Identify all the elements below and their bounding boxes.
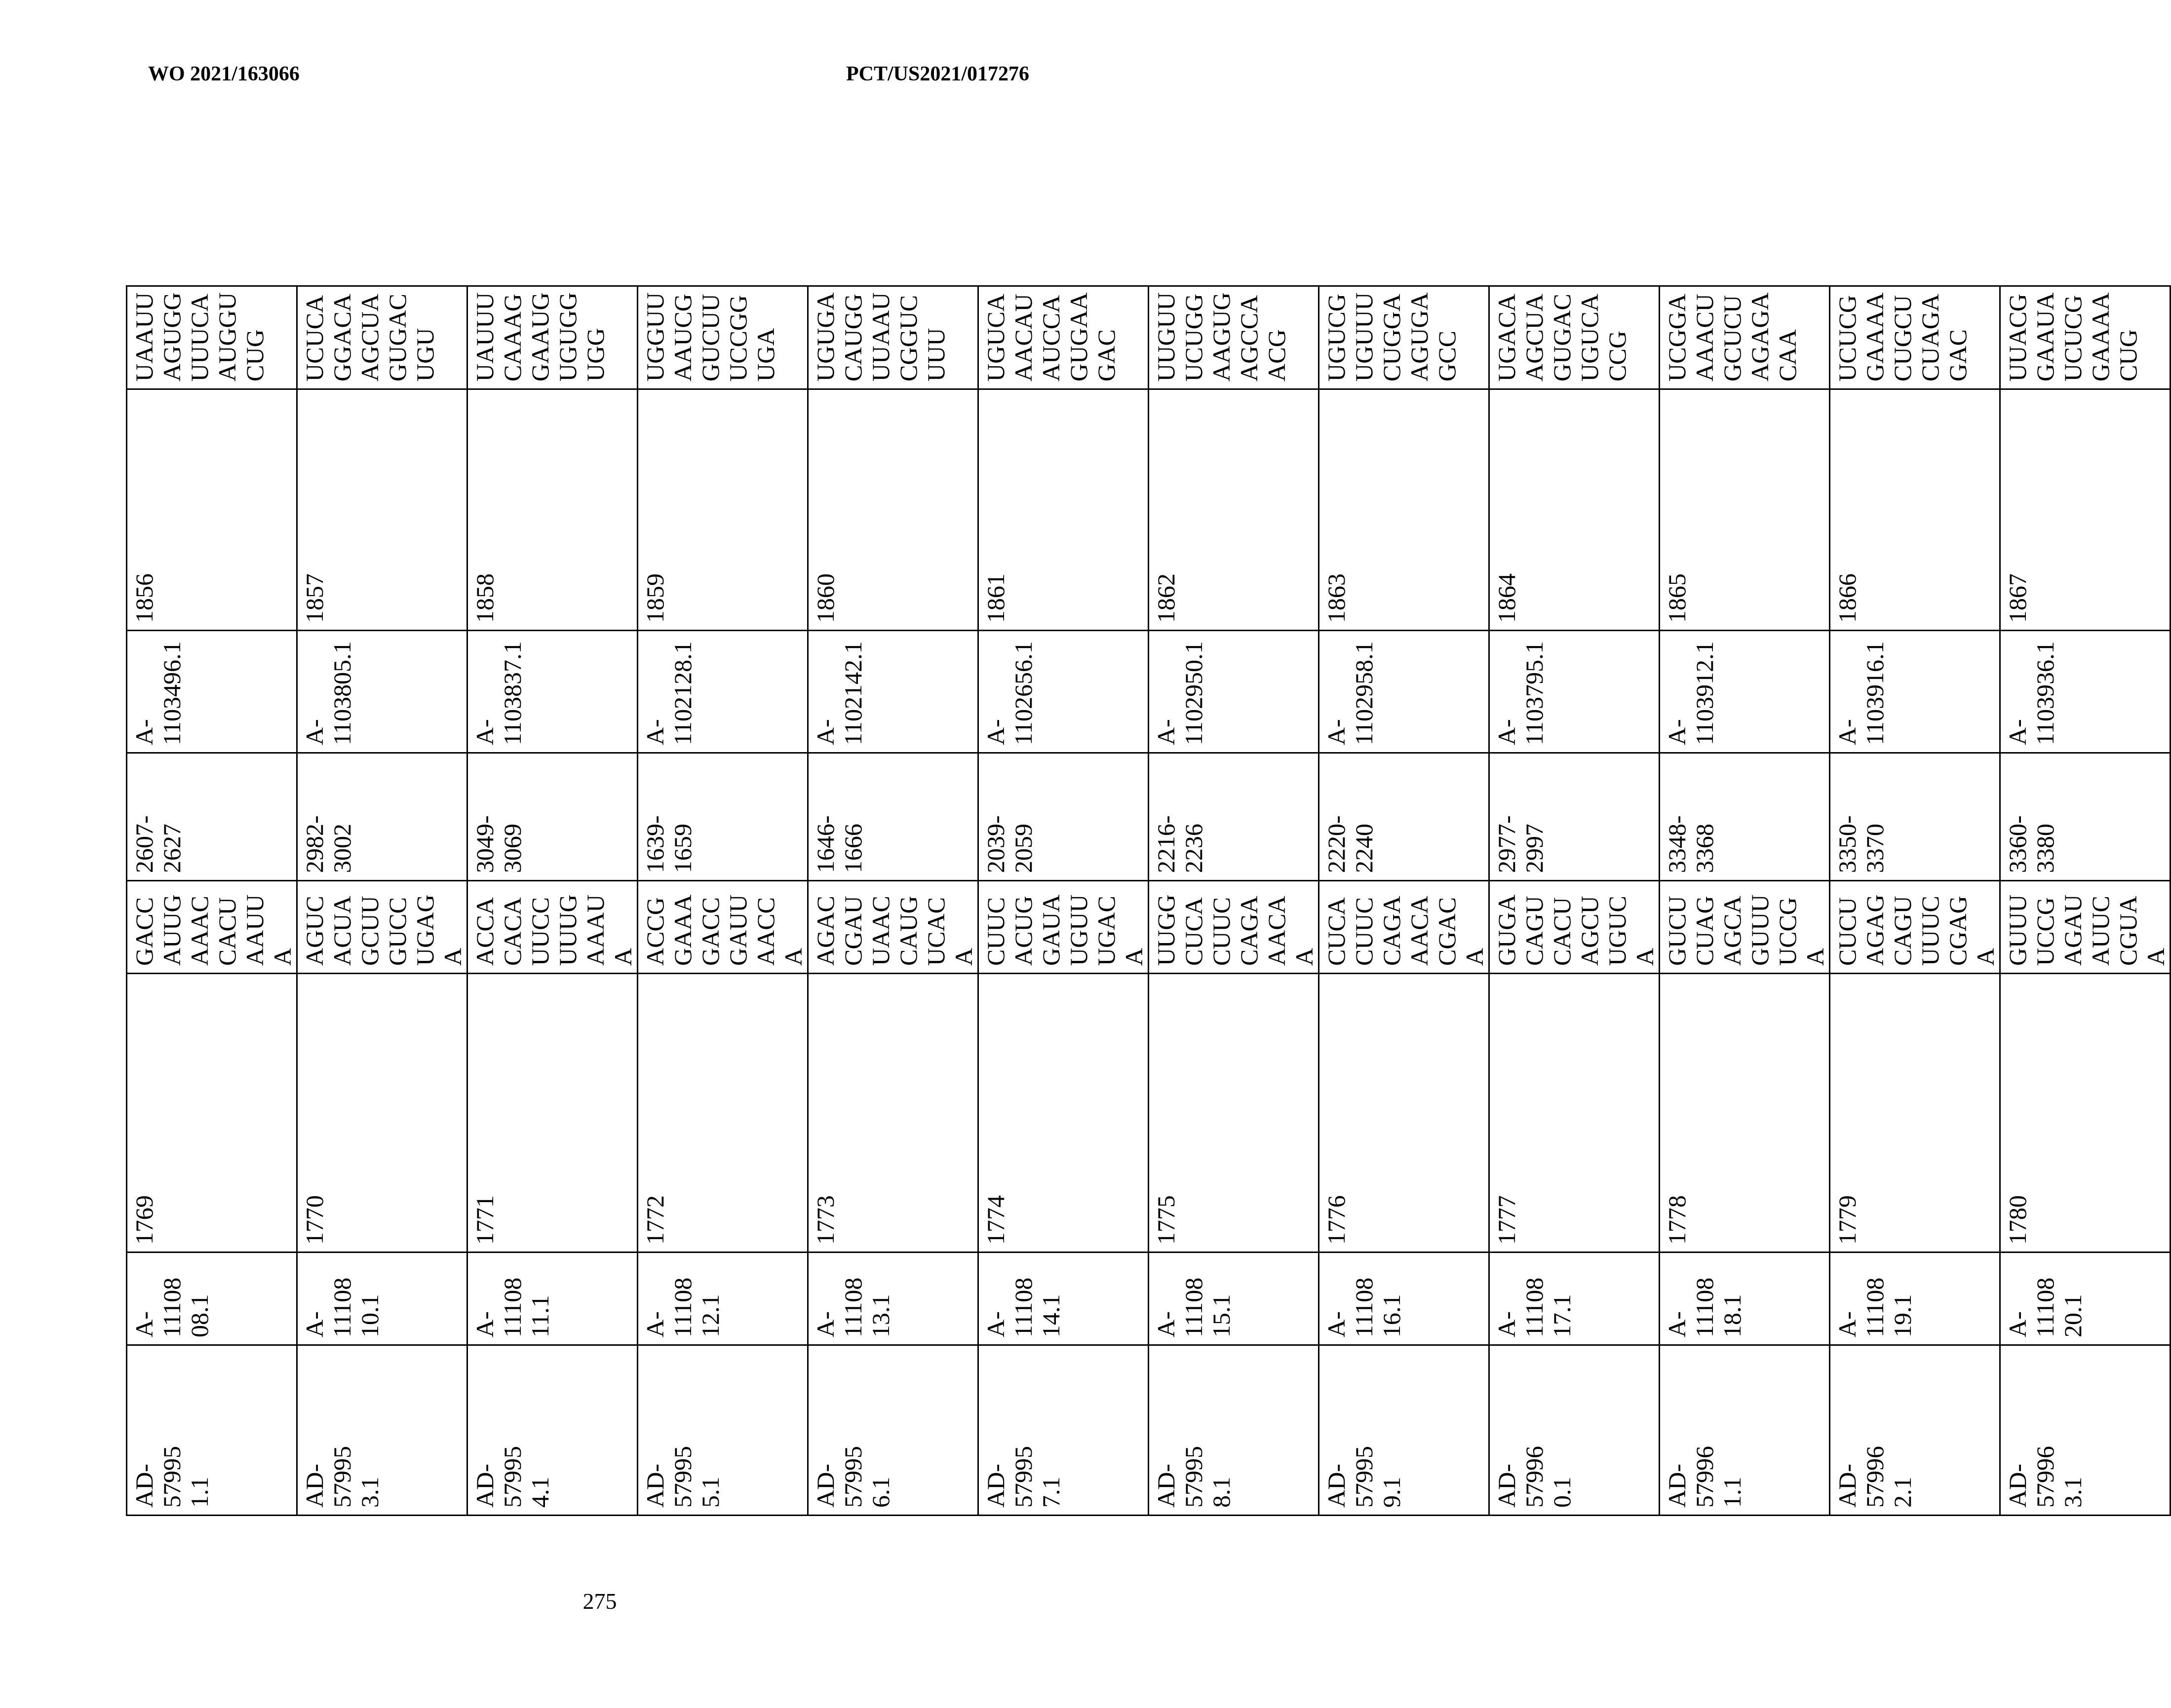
sense-seq-id-cell: 1780 [2000,974,2171,1253]
sense-range-cell: 2982- 3002 [297,753,467,881]
sense-seq-id-cell: 1778 [1660,974,1830,1253]
antisense-sequence-cell: UGACAAGCUAGUGACUGUCACCG [1489,286,1660,389]
antisense-seq-id-cell: 1865 [1660,389,1830,631]
table-row [638,286,808,1516]
sense-range-cell: 3360- 3380 [2000,753,2171,881]
sense-seq-id-cell: 1772 [638,974,808,1253]
sense-sequence-cell: GUGACAGUCACUAGCUUGUCA [1489,881,1660,974]
sense-range-cell: 1639- 1659 [638,753,808,881]
table-row [2000,286,2171,1516]
antisense-sequence-cell: UGUCGUGUUUCUGGAAGUGAGCC [1319,286,1489,389]
table-row [1149,286,1319,1516]
sense-seq-id-cell: 1775 [1149,974,1319,1253]
sense-seq-id-cell: 1776 [1319,974,1489,1253]
sense-sequence-cell: GUUUUCCGAGAUAUUCCGUAA [2000,881,2171,974]
table-row [808,286,978,1516]
antisense-seq-id-cell: 1867 [2000,389,2171,631]
sense-seq-id-cell: 1777 [1489,974,1660,1253]
table-row [978,286,1149,1516]
antisense-id-cell: A- 1103837.1 [467,631,638,753]
antisense-id-cell: A- 1102950.1 [1149,631,1319,753]
sense-range-cell: 3350- 3370 [1830,753,2000,881]
duplex-id-cell: AD- 57995 6.1 [808,1345,978,1516]
sense-sequence-cell: AGACCGAUUAACCAUGUCACA [808,881,978,974]
sense-range-cell: 1646- 1666 [808,753,978,881]
sense-id-cell: A- 11108 19.1 [1830,1253,2000,1345]
sense-sequence-cell: UUGGCUCACUUCCAGAAACAA [1149,881,1319,974]
table-row [127,286,297,1516]
sense-seq-id-cell: 1769 [127,974,297,1253]
sense-id-cell: A- 11108 15.1 [1149,1253,1319,1345]
antisense-seq-id-cell: 1860 [808,389,978,631]
table-row [1830,286,2000,1516]
duplex-id-cell: AD- 57995 4.1 [467,1345,638,1516]
duplex-id-cell: AD- 57996 3.1 [2000,1345,2171,1516]
application-number: PCT/US2021/017276 [846,62,1029,86]
sense-sequence-cell: GUCUCUAGAGCAGUUUUCCGA [1660,881,1830,974]
sense-id-cell: A- 11108 14.1 [978,1253,1149,1345]
antisense-sequence-cell: UCGGAAAACUGCUCUAGAGACAA [1660,286,1830,389]
duplex-id-cell: AD- 57996 1.1 [1660,1345,1830,1516]
sense-range-cell: 3049- 3069 [467,753,638,881]
antisense-sequence-cell: UCUCAGGACAAGCUAGUGACUGU [297,286,467,389]
duplex-id-cell: AD- 57995 1.1 [127,1345,297,1516]
sense-id-cell: A- 11108 12.1 [638,1253,808,1345]
antisense-seq-id-cell: 1863 [1319,389,1489,631]
publication-number: WO 2021/163066 [148,62,300,86]
table-row [1660,286,1830,1516]
duplex-id-cell: AD- 57996 2.1 [1830,1345,2000,1516]
antisense-id-cell: A- 1103936.1 [2000,631,2171,753]
sense-sequence-cell: ACCGGAAAGACCGAUUAACCA [638,881,808,974]
duplex-id-cell: AD- 57995 5.1 [638,1345,808,1516]
table-row [297,286,467,1516]
sense-range-cell: 2216- 2236 [1149,753,1319,881]
sense-id-cell: A- 11108 10.1 [297,1253,467,1345]
antisense-sequence-cell: UGUGACAUGGUUAAUCGGUCUUU [808,286,978,389]
sense-range-cell: 3348- 3368 [1660,753,1830,881]
antisense-seq-id-cell: 1857 [297,389,467,631]
table-row [1489,286,1660,1516]
sense-seq-id-cell: 1774 [978,974,1149,1253]
sequence-table-rotated [126,287,1079,1516]
antisense-sequence-cell: UCUCGGAAAACUGCUCUAGAGAC [1830,286,2000,389]
antisense-id-cell: A- 1103805.1 [297,631,467,753]
antisense-seq-id-cell: 1866 [1830,389,2000,631]
sense-sequence-cell: GACCAUUGAAACCACUAAUUA [127,881,297,974]
table-body [127,286,2171,1516]
sense-sequence-cell: CUCACUUCCAGAAACACGACA [1319,881,1489,974]
antisense-sequence-cell: UGGUUAAUCGGUCUUUCCGGUGA [638,286,808,389]
sense-id-cell: A- 11108 20.1 [2000,1253,2171,1345]
duplex-id-cell: AD- 57995 7.1 [978,1345,1149,1516]
table-row [467,286,638,1516]
duplex-id-cell: AD- 57995 3.1 [297,1345,467,1516]
sense-id-cell: A- 11108 18.1 [1660,1253,1830,1345]
sense-id-cell: A- 11108 17.1 [1489,1253,1660,1345]
antisense-id-cell: A- 1103496.1 [127,631,297,753]
antisense-seq-id-cell: 1856 [127,389,297,631]
sense-seq-id-cell: 1770 [297,974,467,1253]
sense-sequence-cell: AGUCACUAGCUUGUCCUGAGA [297,881,467,974]
sense-range-cell: 2220- 2240 [1319,753,1489,881]
antisense-seq-id-cell: 1858 [467,389,638,631]
sense-sequence-cell: ACCACACAUUCCUUUGAAAUA [467,881,638,974]
antisense-id-cell: A- 1103912.1 [1660,631,1830,753]
antisense-seq-id-cell: 1862 [1149,389,1319,631]
sense-seq-id-cell: 1779 [1830,974,2000,1253]
table-row [1319,286,1489,1516]
sense-sequence-cell: CUCUAGAGCAGUUUUCCGAGA [1830,881,2000,974]
page-number: 275 [0,1588,1200,1614]
sequence-table [126,285,2171,1516]
antisense-seq-id-cell: 1864 [1489,389,1660,631]
sense-id-cell: A- 11108 11.1 [467,1253,638,1345]
antisense-id-cell: A- 1102656.1 [978,631,1149,753]
sense-range-cell: 2607- 2627 [127,753,297,881]
duplex-id-cell: AD- 57995 8.1 [1149,1345,1319,1516]
antisense-id-cell: A- 1102128.1 [638,631,808,753]
antisense-sequence-cell: UUACGGAAUAUCUCGGAAAACUG [2000,286,2171,389]
antisense-id-cell: A- 1102142.1 [808,631,978,753]
sense-sequence-cell: CUUCACUGGAUAUGUUUGACA [978,881,1149,974]
antisense-id-cell: A- 1103795.1 [1489,631,1660,753]
antisense-seq-id-cell: 1861 [978,389,1149,631]
antisense-id-cell: A- 1102958.1 [1319,631,1489,753]
sense-id-cell: A- 11108 16.1 [1319,1253,1489,1345]
duplex-id-cell: AD- 57996 0.1 [1489,1345,1660,1516]
sense-id-cell: A- 11108 08.1 [127,1253,297,1345]
antisense-seq-id-cell: 1859 [638,389,808,631]
sense-range-cell: 2039- 2059 [978,753,1149,881]
sense-id-cell: A- 11108 13.1 [808,1253,978,1345]
antisense-sequence-cell: UGUCAAACAUAUCCAGUGAAGAC [978,286,1149,389]
antisense-sequence-cell: UAUUUCAAAGGAAUGUGUGGUGG [467,286,638,389]
antisense-id-cell: A- 1103916.1 [1830,631,2000,753]
antisense-sequence-cell: UAAUUAGUGGUUUCAAUGGUCUG [127,286,297,389]
duplex-id-cell: AD- 57995 9.1 [1319,1345,1489,1516]
sense-range-cell: 2977- 2997 [1489,753,1660,881]
sense-seq-id-cell: 1771 [467,974,638,1253]
antisense-sequence-cell: UUGUUUCUGGAAGUGAGCCAACG [1149,286,1319,389]
sense-seq-id-cell: 1773 [808,974,978,1253]
